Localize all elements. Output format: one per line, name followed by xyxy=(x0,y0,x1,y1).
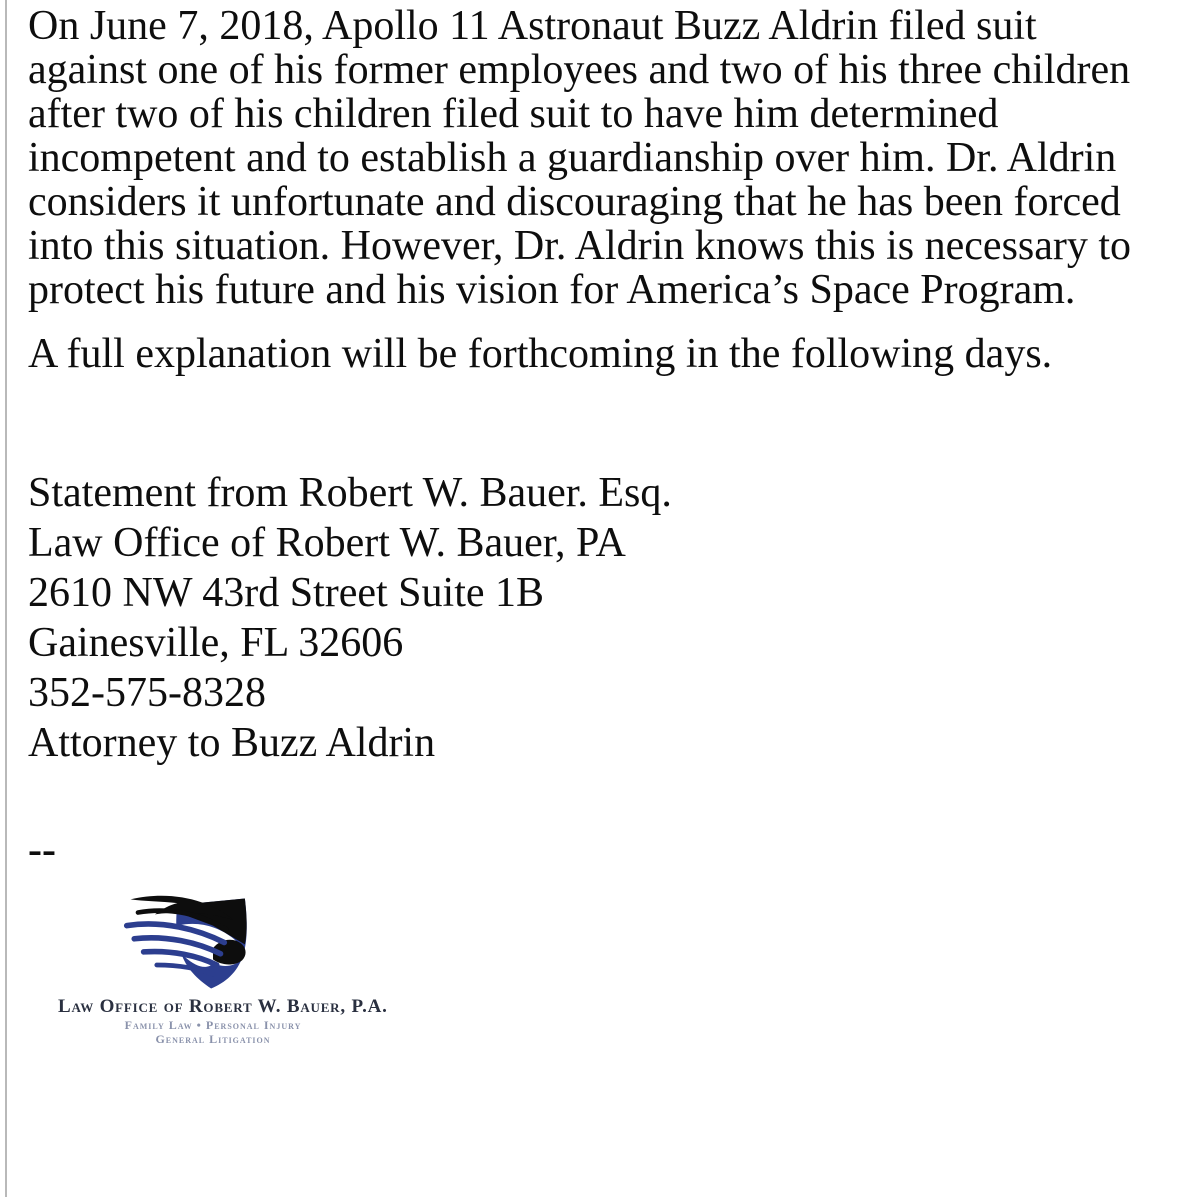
logo-practice-areas-line2: General Litigation xyxy=(155,1032,271,1046)
signature-line-phone: 352-575-8328 xyxy=(28,670,266,716)
statement-paragraph-lawsuit: On June 7, 2018, Apollo 11 Astronaut Buzz Aldrin filed suit against one of his former employees and two of his three children after two of his children filed suit to have him determined incompetent and to establish a guardianship over him. Dr. Aldrin considers it unfortunate and discouraging that he has been forced into this situation. However, Dr. Aldrin knows this is necessary to protect his future and his vision for America’s Space Program. xyxy=(28,3,1132,313)
signature-line-street: 2610 NW 43rd Street Suite 1B xyxy=(28,570,545,616)
signature-line-firm: Law Office of Robert W. Bauer, PA xyxy=(28,520,626,566)
signature-line-city: Gainesville, FL 32606 xyxy=(28,620,404,666)
signature-block xyxy=(28,468,1158,768)
statement-paragraph-explanation: A full explanation will be forthcoming in the following days. xyxy=(28,331,1053,377)
signature-line-attorney: Statement from Robert W. Bauer. Esq. xyxy=(28,470,672,516)
statement-body xyxy=(28,0,1158,1046)
quote-border xyxy=(5,0,7,1197)
law-office-logo xyxy=(58,890,388,1046)
signature-separator: -- xyxy=(28,827,56,873)
eagle-shield-icon xyxy=(63,890,363,995)
logo-practice-areas-line1: Family Law • Personal Injury xyxy=(124,1018,302,1032)
logo-firm-name: Law Office of Robert W. Bauer, P.A. xyxy=(58,996,388,1017)
signature-line-role: Attorney to Buzz Aldrin xyxy=(28,720,436,766)
